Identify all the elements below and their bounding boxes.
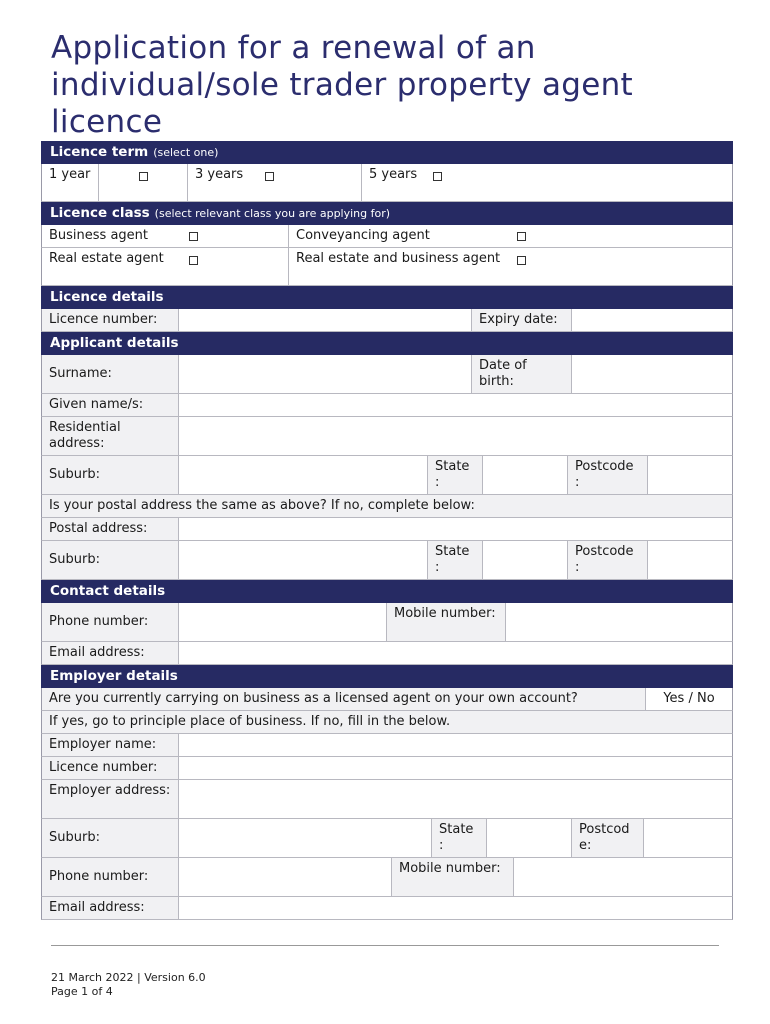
own-account-row — [41, 688, 733, 711]
postcode-label: Postcode : — [568, 541, 648, 579]
own-account-question: Are you currently carrying on business as a licensed agent on your own account? — [42, 688, 646, 710]
licence-class-row — [41, 248, 733, 286]
postal-address-label: Postal address: — [42, 518, 179, 540]
checkbox-icon[interactable] — [517, 232, 526, 241]
class-checkbox-cell[interactable] — [182, 248, 289, 285]
checkbox-icon[interactable] — [189, 256, 198, 265]
surname-field[interactable] — [179, 355, 472, 393]
residential-address-label: Residential address: — [42, 417, 179, 455]
class-checkbox-cell[interactable] — [510, 225, 732, 247]
employer-address-label: Employer address: — [42, 780, 179, 818]
mobile-field[interactable] — [506, 603, 732, 641]
term-option-label: 3 years — [195, 167, 244, 182]
footer-divider — [51, 945, 719, 946]
application-form — [41, 141, 733, 920]
employer-note-row — [41, 711, 733, 734]
postal-address-row — [41, 518, 733, 541]
email-label: Email address: — [42, 897, 179, 919]
given-names-label: Given name/s: — [42, 394, 179, 416]
employer-licence-label: Licence number: — [42, 757, 179, 779]
section-header-licence-class — [41, 202, 733, 225]
employer-licence-field[interactable] — [179, 757, 732, 779]
expiry-date-field[interactable] — [572, 309, 732, 331]
employer-name-row — [41, 734, 733, 757]
residential-address-row — [41, 417, 733, 456]
employer-name-field[interactable] — [179, 734, 732, 756]
yes-no-choice[interactable]: Yes / No — [663, 691, 715, 706]
term-option-label: 1 year — [42, 164, 99, 201]
suburb-field[interactable] — [179, 541, 428, 579]
state-label: State : — [432, 819, 487, 857]
licence-class-row — [41, 225, 733, 248]
postal-suburb-row — [41, 541, 733, 580]
footer-page-number: Page 1 of 4 — [51, 985, 113, 998]
state-field[interactable] — [483, 456, 568, 494]
term-option-label: 5 years — [369, 167, 418, 182]
checkbox-icon[interactable] — [265, 172, 274, 181]
suburb-field[interactable] — [179, 819, 432, 857]
state-field[interactable] — [487, 819, 572, 857]
class-checkbox-cell[interactable] — [510, 248, 732, 285]
section-title: Licence class — [50, 205, 150, 221]
licence-number-label: Licence number: — [42, 309, 179, 331]
postcode-field[interactable] — [648, 456, 732, 494]
phone-label: Phone number: — [42, 858, 179, 896]
employer-note: If yes, go to principle place of business. If no, fill in the below. — [49, 714, 451, 729]
class-checkbox-cell[interactable] — [182, 225, 289, 247]
postal-question: Is your postal address the same as above? If no, complete below: — [49, 498, 475, 513]
state-label: State : — [428, 541, 483, 579]
section-note: (select one) — [153, 145, 219, 159]
section-header-contact-details — [41, 580, 733, 603]
state-label: State : — [428, 456, 483, 494]
licence-term-row — [41, 164, 733, 202]
section-note: (select relevant class you are applying for) — [154, 206, 391, 220]
class-option-label: Real estate agent — [49, 251, 164, 266]
suburb-field[interactable] — [179, 456, 428, 494]
section-title: Contact details — [50, 583, 166, 599]
postcode-field[interactable] — [648, 541, 732, 579]
section-title: Applicant details — [50, 335, 179, 351]
suburb-label: Suburb: — [42, 456, 179, 494]
postcode-label: Postcod e: — [572, 819, 644, 857]
email-row — [41, 642, 733, 665]
checkbox-icon[interactable] — [433, 172, 442, 181]
section-title: Employer details — [50, 668, 178, 684]
mobile-label: Mobile number: — [387, 603, 506, 641]
mobile-label: Mobile number: — [392, 858, 514, 896]
email-field[interactable] — [179, 642, 732, 664]
expiry-date-label: Expiry date: — [472, 309, 572, 331]
given-names-row — [41, 394, 733, 417]
postcode-label: Postcode : — [568, 456, 648, 494]
class-option-label: Real estate and business agent — [296, 251, 501, 266]
class-option-label: Conveyancing agent — [296, 228, 430, 243]
term-5-checkbox-cell[interactable] — [426, 164, 732, 201]
employer-name-label: Employer name: — [42, 734, 179, 756]
employer-phone-row — [41, 858, 733, 897]
page-footer — [51, 971, 206, 999]
employer-licence-row — [41, 757, 733, 780]
given-names-field[interactable] — [179, 394, 732, 416]
postal-question-row — [41, 495, 733, 518]
postcode-field[interactable] — [644, 819, 732, 857]
section-title: Licence term — [50, 144, 149, 160]
employer-address-field[interactable] — [179, 780, 732, 818]
email-field[interactable] — [179, 897, 732, 919]
email-label: Email address: — [42, 642, 179, 664]
phone-field[interactable] — [179, 603, 387, 641]
phone-field[interactable] — [179, 858, 392, 896]
licence-details-row — [41, 309, 733, 332]
footer-date-version: 21 March 2022 | Version 6.0 — [51, 971, 206, 984]
suburb-label: Suburb: — [42, 819, 179, 857]
section-title: Licence details — [50, 289, 164, 305]
employer-email-row — [41, 897, 733, 920]
phone-row — [41, 603, 733, 642]
term-3-checkbox-cell[interactable] — [258, 164, 362, 201]
surname-row — [41, 355, 733, 394]
term-1-checkbox-cell[interactable] — [99, 164, 188, 201]
suburb-row — [41, 456, 733, 495]
phone-label: Phone number: — [42, 603, 179, 641]
postal-address-field[interactable] — [179, 518, 732, 540]
page-title: Application for a renewal of an individual/sole trader property agent licence — [51, 30, 633, 140]
mobile-field[interactable] — [514, 858, 732, 896]
class-option-label: Business agent — [49, 228, 149, 243]
dob-label: Date of birth: — [472, 355, 572, 393]
section-header-licence-details — [41, 286, 733, 309]
suburb-label: Suburb: — [42, 541, 179, 579]
checkbox-icon[interactable] — [139, 172, 148, 181]
section-header-employer-details — [41, 665, 733, 688]
checkbox-icon[interactable] — [517, 256, 526, 265]
employer-address-row — [41, 780, 733, 819]
checkbox-icon[interactable] — [189, 232, 198, 241]
residential-address-field[interactable] — [179, 417, 732, 455]
state-field[interactable] — [483, 541, 568, 579]
licence-number-field[interactable] — [179, 309, 472, 331]
section-header-applicant-details — [41, 332, 733, 355]
surname-label: Surname: — [42, 355, 179, 393]
dob-field[interactable] — [572, 355, 732, 393]
employer-suburb-row — [41, 819, 733, 858]
section-header-licence-term — [41, 141, 733, 164]
